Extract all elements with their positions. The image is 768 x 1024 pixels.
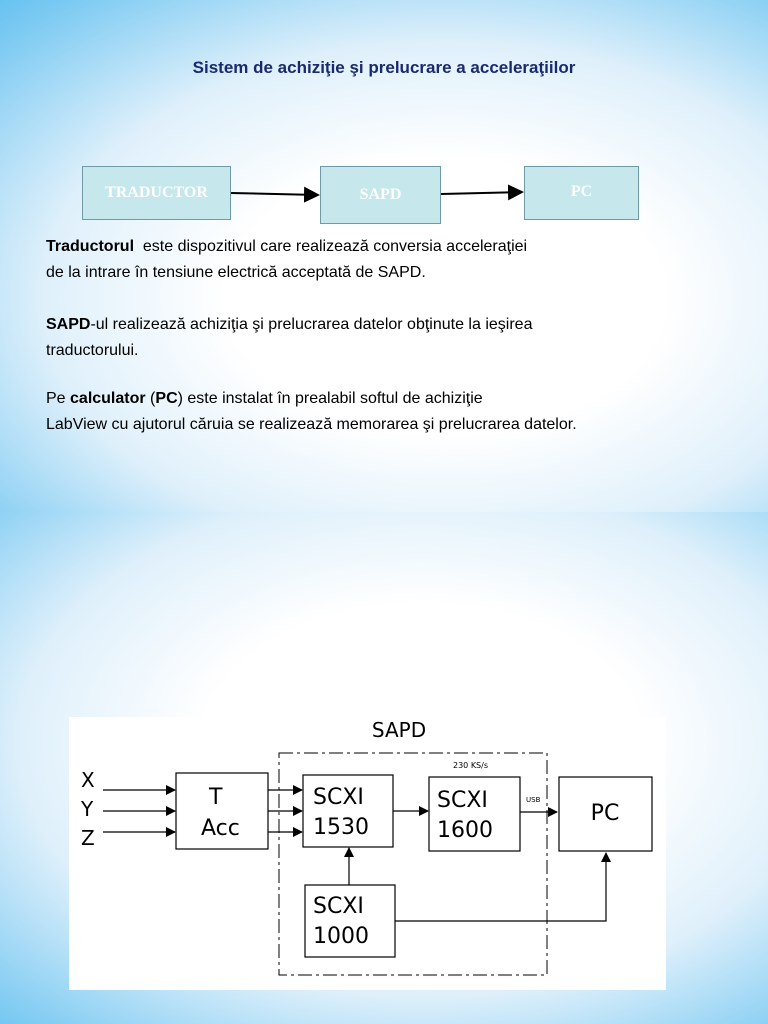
arrow-sapd-pc bbox=[441, 192, 522, 194]
text: LabView cu ajutorul căruia se realizează memorarea şi prelucrarea datelor. bbox=[46, 416, 577, 433]
input-z-label: Z bbox=[81, 826, 95, 850]
traductor-block: TRADUCTOR bbox=[82, 166, 231, 220]
paragraph-pc bbox=[46, 386, 577, 438]
text: -ul realizează achiziţia şi prelucrarea datelor obţinute la ieşirea bbox=[90, 316, 533, 333]
pc-block: PC bbox=[524, 166, 639, 220]
page-title: Sistem de achiziţie şi prelucrare a acceleraţiilor bbox=[192, 58, 576, 77]
text: ) este instalat în prealabil softul de achiziţie bbox=[177, 390, 483, 407]
usb-label: USB bbox=[526, 796, 541, 804]
text: de la intrare în tensiune electrică acceptată de SAPD. bbox=[46, 264, 426, 281]
term-calculator: calculator bbox=[70, 390, 146, 407]
scxi1600-label-1: SCXI bbox=[437, 788, 488, 813]
scxi1530-label-2: 1530 bbox=[313, 815, 369, 840]
scxi1530-label-1: SCXI bbox=[313, 785, 364, 810]
sapd-block: SAPD bbox=[320, 166, 441, 224]
sapd-schematic bbox=[69, 717, 666, 990]
input-x-label: X bbox=[81, 768, 95, 792]
term-sapd: SAPD bbox=[46, 316, 91, 333]
text: este dispozitivul care realizează conversia acceleraţiei bbox=[134, 238, 528, 255]
scxi1600-label-2: 1600 bbox=[437, 818, 493, 843]
rate-label: 230 KS/s bbox=[453, 761, 488, 770]
text: Pe bbox=[46, 390, 71, 407]
term-pc: PC bbox=[155, 390, 178, 407]
sapd-label: SAPD bbox=[371, 718, 427, 742]
input-y-label: Y bbox=[81, 797, 94, 821]
tacc-label-t: T bbox=[209, 785, 223, 810]
text: traductorului. bbox=[46, 342, 139, 359]
schematic-drawing bbox=[69, 717, 666, 990]
text: ( bbox=[145, 390, 156, 407]
term-traductorul: Traductorul bbox=[46, 238, 135, 255]
paragraph-traductor bbox=[46, 234, 527, 286]
scxi1000-label-2: 1000 bbox=[313, 924, 369, 949]
tacc-label-acc: Acc bbox=[201, 816, 240, 841]
arrow-traductor-sapd bbox=[231, 193, 318, 195]
paragraph-sapd bbox=[46, 312, 532, 364]
scxi1000-label-1: SCXI bbox=[313, 894, 364, 919]
pc-label: PC bbox=[590, 801, 620, 826]
1000-to-pc-line bbox=[395, 853, 606, 921]
